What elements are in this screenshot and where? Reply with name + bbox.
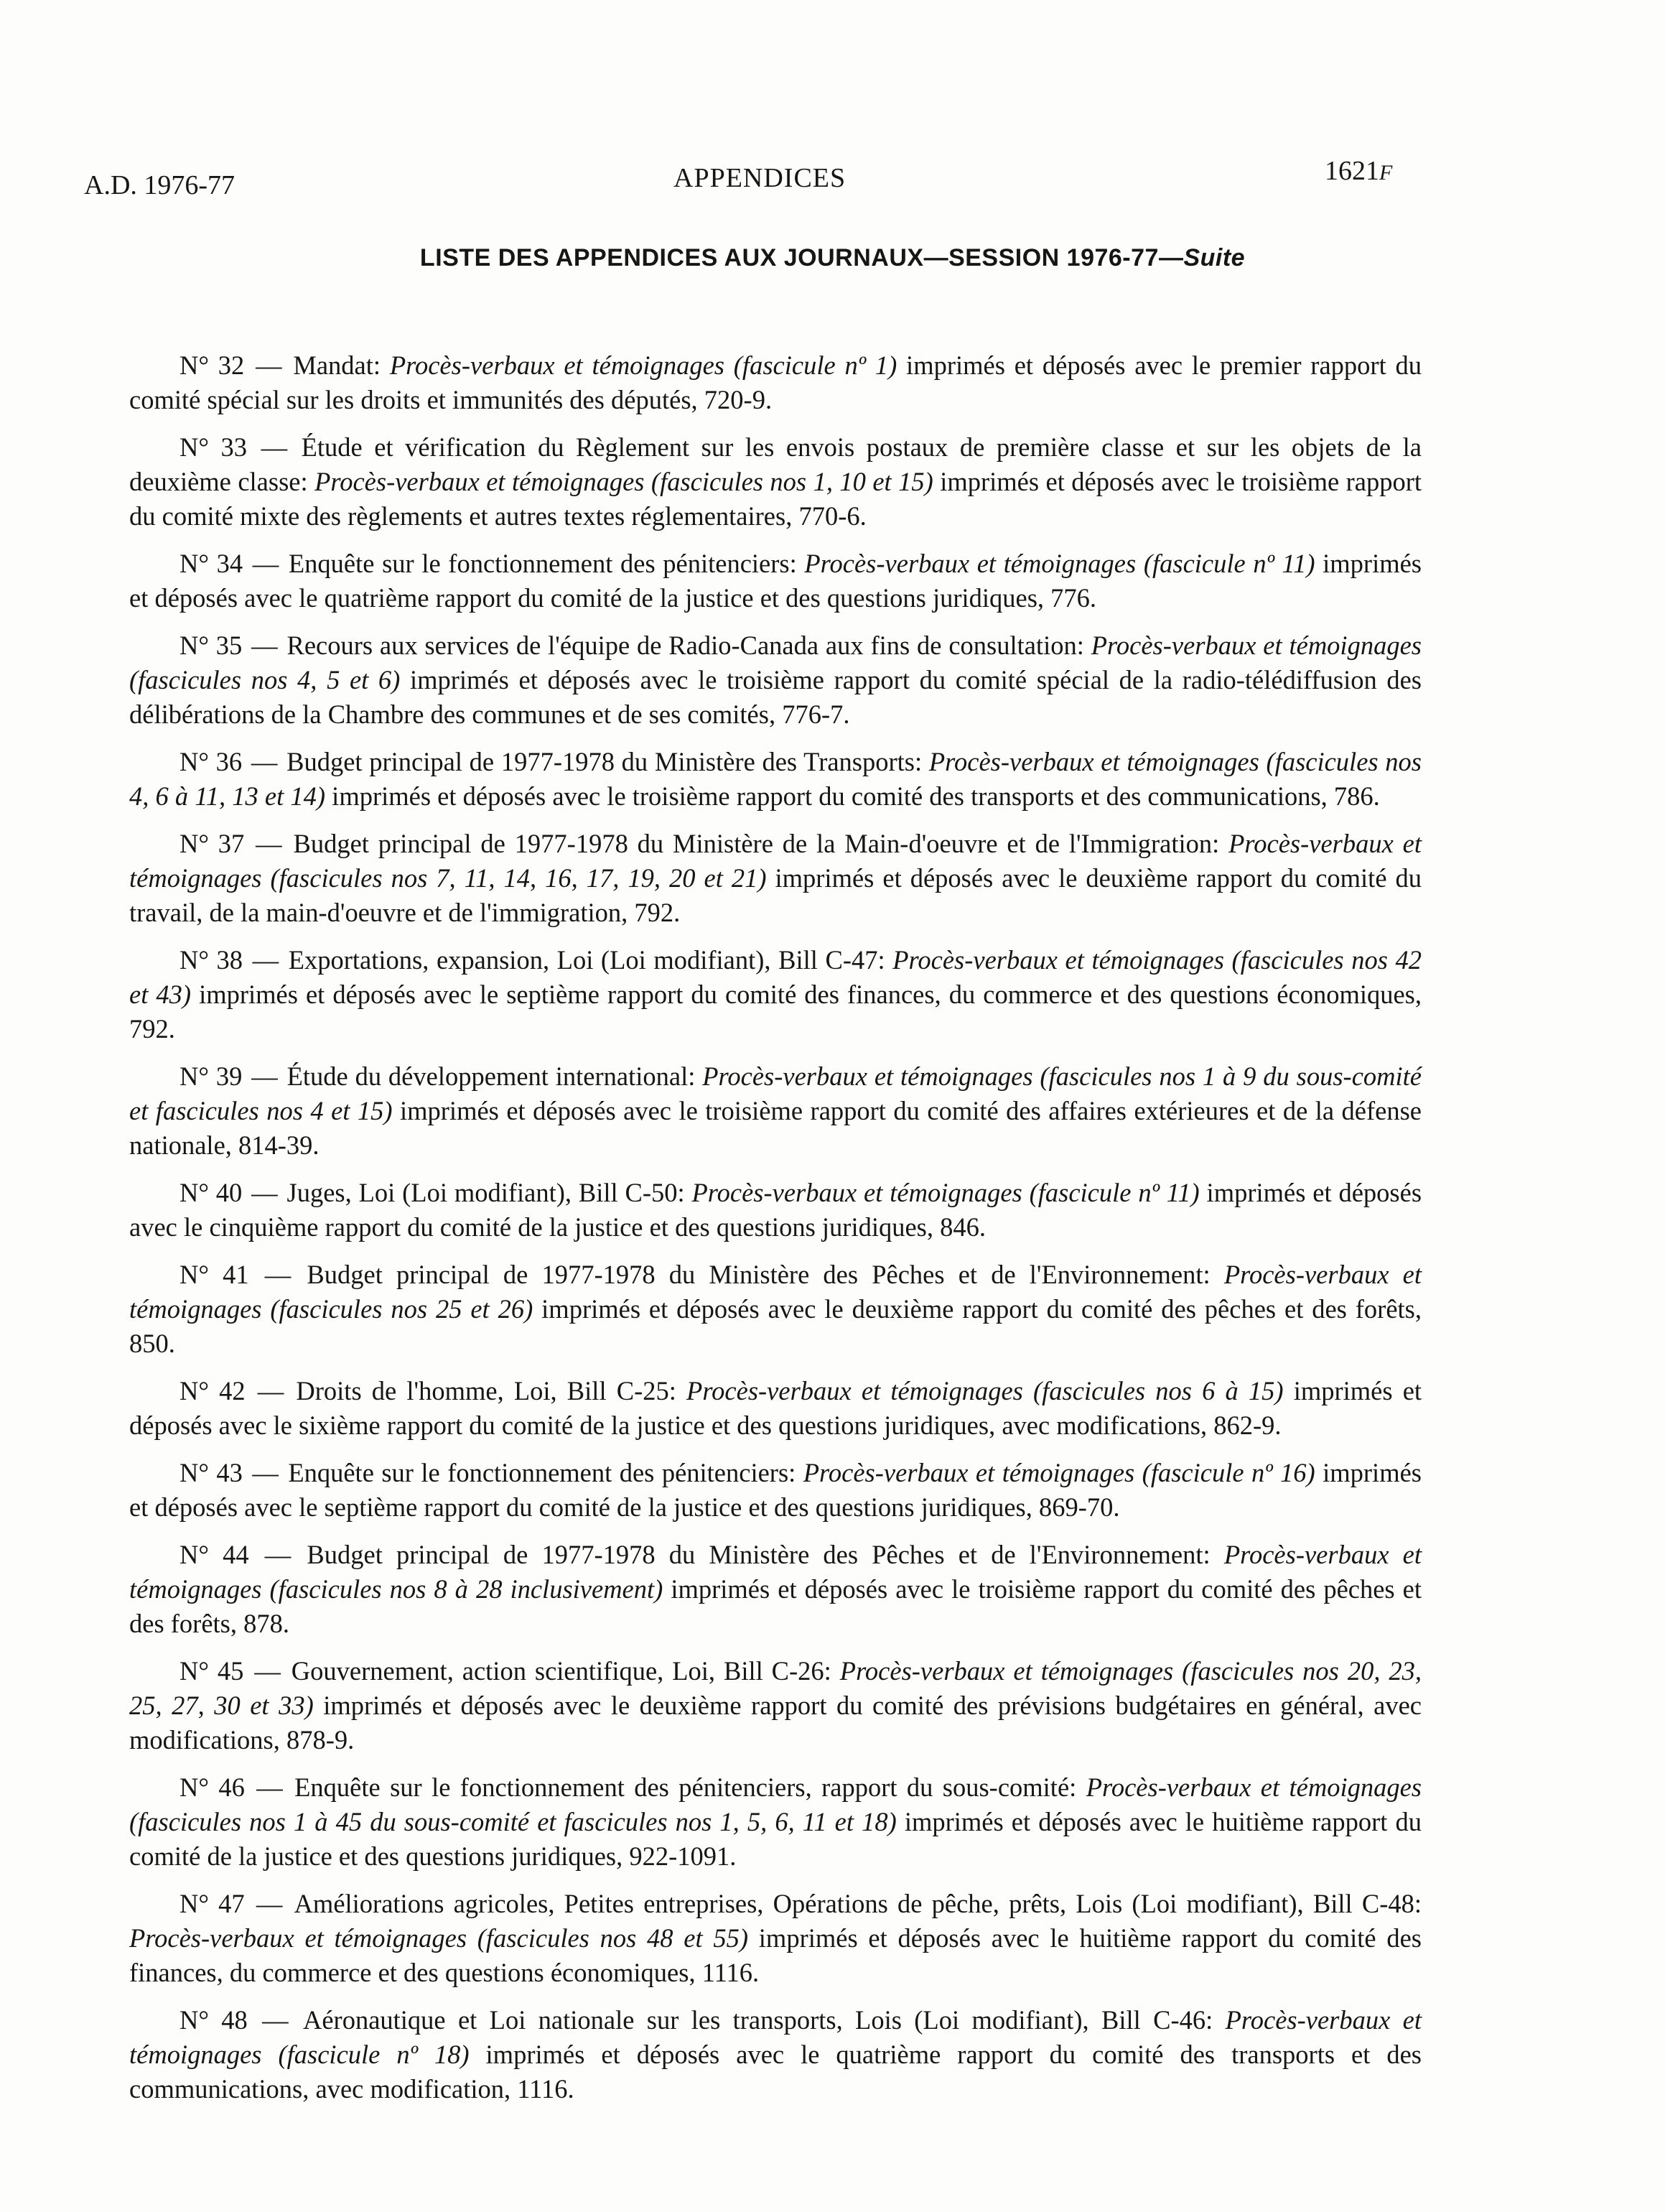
section-title (0, 244, 1665, 272)
entry-number: N° 43 (179, 1458, 243, 1487)
entry-number: N° 40 (179, 1178, 243, 1207)
entry-dash: — (251, 1260, 305, 1289)
section-title-text: LISTE DES APPENDICES AUX JOURNAUX—SESSION 1976-77— (419, 244, 1184, 271)
entry-proceedings: Procès-verbaux et témoignages (fascicule nº 11) (691, 1178, 1200, 1207)
appendix-entry (129, 1538, 1422, 1641)
entry-proceedings: Procès-verbaux et témoignages (fascicules nos 1 à 9 du sous-comité et fascicules nos 4 et 15) (129, 1061, 1422, 1125)
running-head (0, 157, 1665, 200)
page-number (1325, 149, 1392, 195)
appendix-entry (129, 1770, 1422, 1874)
entry-subject: Améliorations agricoles, Petites entreprises, Opérations de pêche, prêts, Lois (Loi modifiant), Bill C-48: (294, 1889, 1422, 1918)
entry-number: N° 37 (179, 829, 245, 858)
appendix-entry (129, 547, 1422, 615)
entry-proceedings: Procès-verbaux et témoignages (fascicule nº 11) (804, 549, 1315, 578)
entry-dash: — (244, 1458, 286, 1487)
page-number-suffix: F (1379, 161, 1393, 185)
entry-details: imprimés et déposés avec le deuxième rapport du comité des prévisions budgétaires en général, avec modifications, 878-9. (129, 1691, 1422, 1755)
entry-details: imprimés et déposés avec le huitième rapport du comité des finances, du commerce et des questions économiques, 1116. (129, 1923, 1422, 1987)
entry-dash: — (247, 1376, 294, 1405)
entry-number: N° 32 (179, 350, 245, 380)
entry-proceedings: Procès-verbaux et témoignages (fascicules nos 4, 6 à 11, 13 et 14) (129, 747, 1422, 811)
entry-details: imprimés et déposés avec le troisième rapport du comité des affaires extérieures et de la défense nationale, 814-39. (129, 1096, 1422, 1160)
entry-dash: — (249, 2005, 301, 2035)
entry-subject: Étude et vérification du Règlement sur les envois postaux de première classe et sur les objets de la deuxième classe: (129, 432, 1422, 496)
entry-subject: Gouvernement, action scientifique, Loi, Bill C-26: (291, 1656, 831, 1686)
appendix-entry (129, 745, 1422, 814)
entry-proceedings: Procès-verbaux et témoignages (fascicules nos 25 et 26) (129, 1260, 1422, 1324)
entry-subject: Budget principal de 1977-1978 du Ministère des Pêches et de l'Environnement: (307, 1260, 1211, 1289)
entry-subject: Exportations, expansion, Loi (Loi modifiant), Bill C-47: (288, 945, 885, 975)
entry-subject: Budget principal de 1977-1978 du Ministère des Transports: (286, 747, 923, 776)
entry-subject: Budget principal de 1977-1978 du Ministère de la Main-d'oeuvre et de l'Immigration: (293, 829, 1220, 858)
entry-dash: — (249, 432, 299, 462)
entry-number: N° 41 (179, 1260, 249, 1289)
entry-details: imprimés et déposés avec le troisième rapport du comité spécial de la radio-télédiffusion des délibérations de la Chambre des communes et de ses comités, 776-7. (129, 665, 1422, 729)
entry-number: N° 35 (179, 631, 243, 660)
appendix-entry (129, 1374, 1422, 1443)
entry-dash: — (244, 631, 285, 660)
entry-number: N° 34 (179, 549, 243, 578)
entry-number: N° 44 (179, 1540, 249, 1569)
entry-subject: Droits de l'homme, Loi, Bill C-25: (296, 1376, 676, 1405)
appendix-entry (129, 943, 1422, 1046)
entry-subject: Enquête sur le fonctionnement des pénitenciers, rapport du sous-comité: (294, 1772, 1077, 1802)
entry-proceedings: Procès-verbaux et témoignages (fascicules nos 20, 23, 25, 27, 30 et 33) (129, 1656, 1422, 1720)
entry-subject: Recours aux services de l'équipe de Radio-Canada aux fins de consultation: (286, 631, 1084, 660)
entry-dash: — (245, 549, 286, 578)
appendix-entry (129, 1258, 1422, 1361)
appendix-entry (129, 2003, 1422, 2106)
entry-subject: Enquête sur le fonctionnement des pénitenciers: (288, 1458, 796, 1487)
section-title-suite: Suite (1183, 244, 1246, 271)
entry-details: imprimés et déposés avec le premier rapport du comité spécial sur les droits et immunités des députés, 720-9. (129, 350, 1422, 414)
entry-subject: Étude du développement international: (286, 1061, 696, 1091)
entry-proceedings: Procès-verbaux et témoignages (fascicules nos 1 à 45 du sous-comité et fascicules nos 1, 5, 6, 11 et 18) (129, 1772, 1422, 1836)
running-head-session: A.D. 1976-77 (84, 170, 235, 200)
entry-dash: — (246, 829, 292, 858)
appendix-entry (129, 628, 1422, 732)
entry-subject: Enquête sur le fonctionnement des pénitenciers: (288, 549, 797, 578)
entry-subject: Mandat: (293, 350, 381, 380)
entry-number: N° 33 (179, 432, 248, 462)
entry-number: N° 36 (179, 747, 243, 776)
page-number-value: 1621 (1325, 156, 1379, 186)
entry-proceedings: Procès-verbaux et témoignages (fascicules nos 42 et 43) (129, 945, 1422, 1009)
entry-dash: — (244, 1178, 285, 1207)
entry-details: imprimés et déposés avec le septième rapport du comité de la justice et des questions juridiques, 869-70. (129, 1458, 1422, 1522)
entry-details: imprimés et déposés avec le cinquième rapport du comité de la justice et des questions juridiques, 846. (129, 1178, 1422, 1242)
entry-proceedings: Procès-verbaux et témoignages (fascicules nos 4, 5 et 6) (129, 631, 1422, 694)
entry-details: imprimés et déposés avec le troisième rapport du comité mixte des règlements et autres textes réglementaires, 770-6. (129, 467, 1422, 531)
entry-subject: Budget principal de 1977-1978 du Ministère des Pêches et de l'Environnement: (307, 1540, 1211, 1569)
entry-number: N° 47 (179, 1889, 245, 1918)
entry-details: imprimés et déposés avec le septième rapport du comité des finances, du commerce et des questions économiques, 792. (129, 980, 1422, 1044)
entry-number: N° 45 (179, 1656, 244, 1686)
entry-proceedings: Procès-verbaux et témoignages (fascicule nº 16) (803, 1458, 1315, 1487)
entry-details: imprimés et déposés avec le deuxième rapport du comité des pêches et des forêts, 850. (129, 1294, 1422, 1358)
entry-dash: — (244, 1061, 285, 1091)
entry-proceedings: Procès-verbaux et témoignages (fascicule nº 1) (389, 350, 897, 380)
running-head-title: APPENDICES (673, 163, 847, 193)
entry-proceedings: Procès-verbaux et témoignages (fascicules nos 48 et 55) (129, 1923, 749, 1953)
entry-details: imprimés et déposés avec le deuxième rapport du comité du travail, de la main-d'oeuvre et de l'immigration, 792. (129, 863, 1422, 927)
entry-dash: — (246, 1772, 293, 1802)
appendix-entry (129, 348, 1422, 417)
entry-proceedings: Procès-verbaux et témoignages (fascicules nos 1, 10 et 15) (314, 467, 933, 496)
entry-details: imprimés et déposés avec le troisième rapport du comité des transports et des communications, 786. (332, 781, 1380, 811)
entry-number: N° 48 (179, 2005, 248, 2035)
entry-dash: — (246, 1656, 289, 1686)
entry-proceedings: Procès-verbaux et témoignages (fascicule nº 18) (129, 2005, 1422, 2069)
appendix-entry (129, 1059, 1422, 1163)
entry-proceedings: Procès-verbaux et témoignages (fascicules nos 8 à 28 inclusivement) (129, 1540, 1422, 1604)
entry-proceedings: Procès-verbaux et témoignages (fascicules nos 6 à 15) (686, 1376, 1284, 1405)
entry-proceedings: Procès-verbaux et témoignages (fascicules nos 7, 11, 14, 16, 17, 19, 20 et 21) (129, 829, 1422, 893)
entry-details: imprimés et déposés avec le troisième rapport du comité des pêches et des forêts, 878. (129, 1574, 1422, 1638)
appendix-entry (129, 1887, 1422, 1990)
entry-details: imprimés et déposés avec le sixième rapport du comité de la justice et des questions juridiques, avec modifications, 862-9. (129, 1376, 1422, 1440)
entry-subject: Aéronautique et Loi nationale sur les transports, Lois (Loi modifiant), Bill C-46: (302, 2005, 1213, 2035)
appendix-list (129, 348, 1422, 2119)
appendix-entry (129, 1654, 1422, 1757)
entry-details: imprimés et déposés avec le huitième rapport du comité de la justice et des questions juridiques, 922-1091. (129, 1807, 1422, 1871)
entry-dash: — (246, 1889, 292, 1918)
entry-dash: — (251, 1540, 305, 1569)
entry-number: N° 42 (179, 1376, 246, 1405)
appendix-entry (129, 430, 1422, 534)
entry-number: N° 46 (179, 1772, 245, 1802)
entry-details: imprimés et déposés avec le quatrième rapport du comité des transports et des communications, avec modification, 1116. (129, 2040, 1422, 2104)
appendix-entry (129, 1176, 1422, 1245)
entry-dash: — (246, 350, 292, 380)
entry-number: N° 38 (179, 945, 243, 975)
appendix-entry (129, 1456, 1422, 1525)
entry-dash: — (244, 747, 285, 776)
entry-details: imprimés et déposés avec le quatrième rapport du comité de la justice et des questions juridiques, 776. (129, 549, 1422, 613)
entry-dash: — (245, 945, 286, 975)
entry-subject: Juges, Loi (Loi modifiant), Bill C-50: (286, 1178, 685, 1207)
entry-number: N° 39 (179, 1061, 243, 1091)
appendix-entry (129, 827, 1422, 930)
